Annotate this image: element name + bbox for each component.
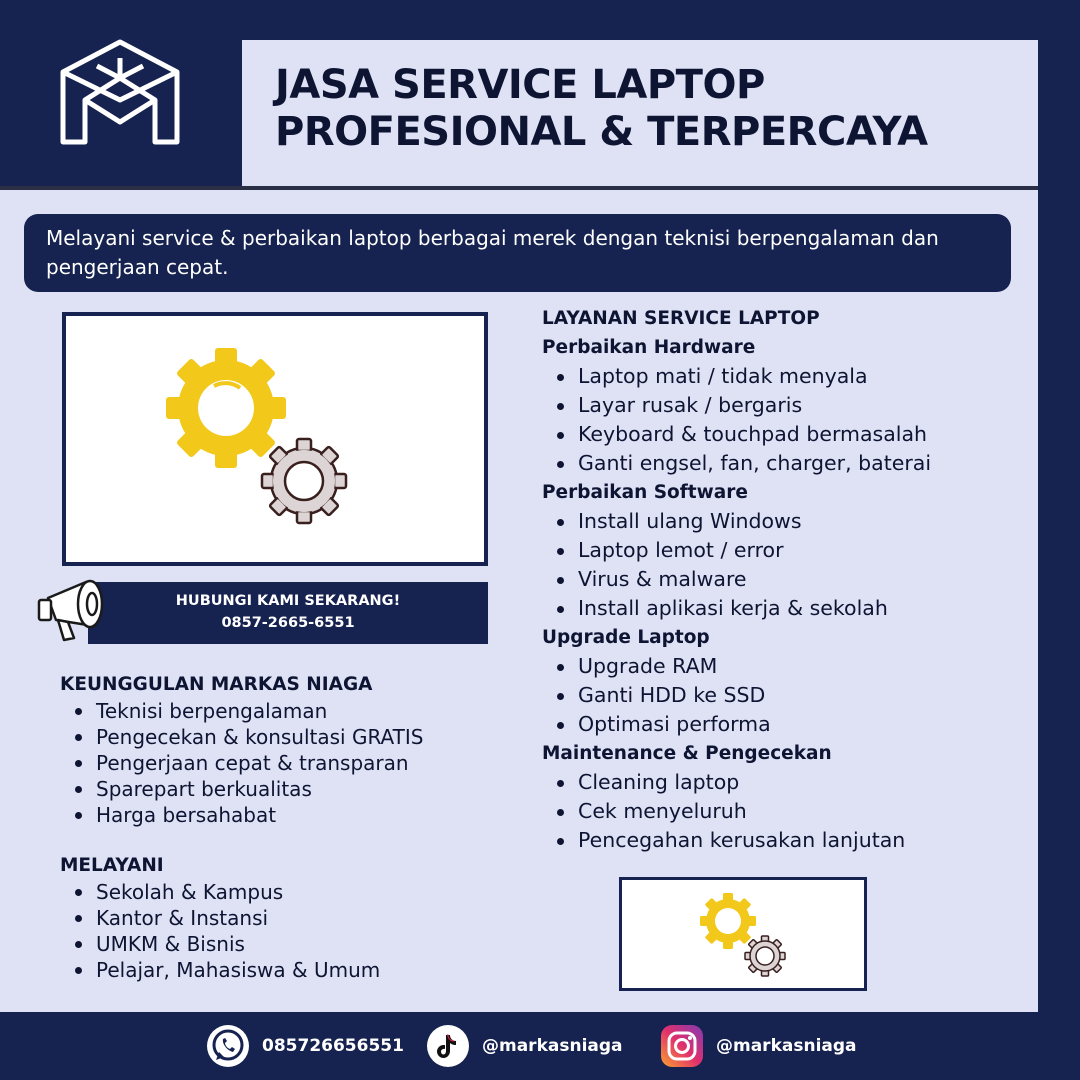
services-section	[542, 304, 1022, 855]
markas-niaga-logo-icon	[55, 38, 185, 153]
title-line-1: JASA SERVICE LAPTOP	[275, 62, 765, 108]
contact-phone[interactable]: 0857-2665-6551	[221, 615, 355, 631]
list-item: Teknisi berpengalaman	[60, 698, 500, 724]
instagram-handle: @markasniaga	[716, 1036, 857, 1056]
advantages-title: KEUNGGULAN MARKAS NIAGA	[60, 674, 373, 695]
group-title-hardware: Perbaikan Hardware	[542, 337, 756, 358]
page-title	[275, 62, 1035, 156]
header-divider	[0, 186, 1038, 190]
list-item: Upgrade RAM	[542, 652, 1022, 681]
list-item: Install aplikasi kerja & sekolah	[542, 594, 1022, 623]
list-item: Pencegahan kerusakan lanjutan	[542, 826, 1022, 855]
intro-banner	[24, 214, 1011, 292]
list-item: Install ulang Windows	[542, 507, 1022, 536]
list-item: Layar rusak / bergaris	[542, 391, 1022, 420]
social-footer	[0, 1012, 1080, 1080]
services-title: LAYANAN SERVICE LAPTOP	[542, 308, 820, 329]
tiktok-icon	[426, 1024, 470, 1068]
contact-heading: HUBUNGI KAMI SEKARANG!	[175, 593, 401, 609]
gears-icon	[622, 880, 864, 988]
whatsapp-number: 085726656551	[262, 1036, 404, 1056]
list-item: Harga bersahabat	[60, 802, 500, 828]
list-item: Virus & malware	[542, 565, 1022, 594]
group-title-software: Perbaikan Software	[542, 482, 748, 503]
list-item: Kantor & Instansi	[60, 905, 500, 931]
intro-text: Melayani service & perbaikan laptop berbagai merek dengan teknisi berpengalaman dan pengerjaan cepat.	[46, 226, 939, 279]
tiktok-handle: @markasniaga	[482, 1036, 623, 1056]
serving-section	[60, 853, 500, 983]
gears-illustration-small	[619, 877, 867, 991]
serving-title: MELAYANI	[60, 855, 164, 876]
title-line-2: PROFESIONAL & TERPERCAYA	[275, 109, 928, 155]
megaphone-icon	[34, 568, 120, 646]
list-item: Keyboard & touchpad bermasalah	[542, 420, 1022, 449]
group-title-upgrade: Upgrade Laptop	[542, 627, 710, 648]
list-item: Optimasi performa	[542, 710, 1022, 739]
whatsapp-icon	[206, 1024, 250, 1068]
instagram-icon	[660, 1024, 704, 1068]
list-item: Sekolah & Kampus	[60, 879, 500, 905]
list-item: Cek menyeluruh	[542, 797, 1022, 826]
group-title-maintenance: Maintenance & Pengecekan	[542, 743, 832, 764]
instagram-contact[interactable]	[660, 1024, 857, 1068]
list-item: Pelajar, Mahasiswa & Umum	[60, 957, 500, 983]
whatsapp-contact[interactable]	[206, 1024, 404, 1068]
advantages-section	[60, 672, 500, 828]
tiktok-contact[interactable]	[426, 1024, 623, 1068]
list-item: Laptop lemot / error	[542, 536, 1022, 565]
contact-banner[interactable]	[88, 582, 488, 644]
list-item: Pengerjaan cepat & transparan	[60, 750, 500, 776]
gears-icon	[66, 316, 484, 562]
list-item: Pengecekan & konsultasi GRATIS	[60, 724, 500, 750]
list-item: Laptop mati / tidak menyala	[542, 362, 1022, 391]
list-item: Ganti engsel, fan, charger, baterai	[542, 449, 1022, 478]
gears-illustration	[62, 312, 488, 566]
list-item: Cleaning laptop	[542, 768, 1022, 797]
list-item: Ganti HDD ke SSD	[542, 681, 1022, 710]
list-item: Sparepart berkualitas	[60, 776, 500, 802]
list-item: UMKM & Bisnis	[60, 931, 500, 957]
